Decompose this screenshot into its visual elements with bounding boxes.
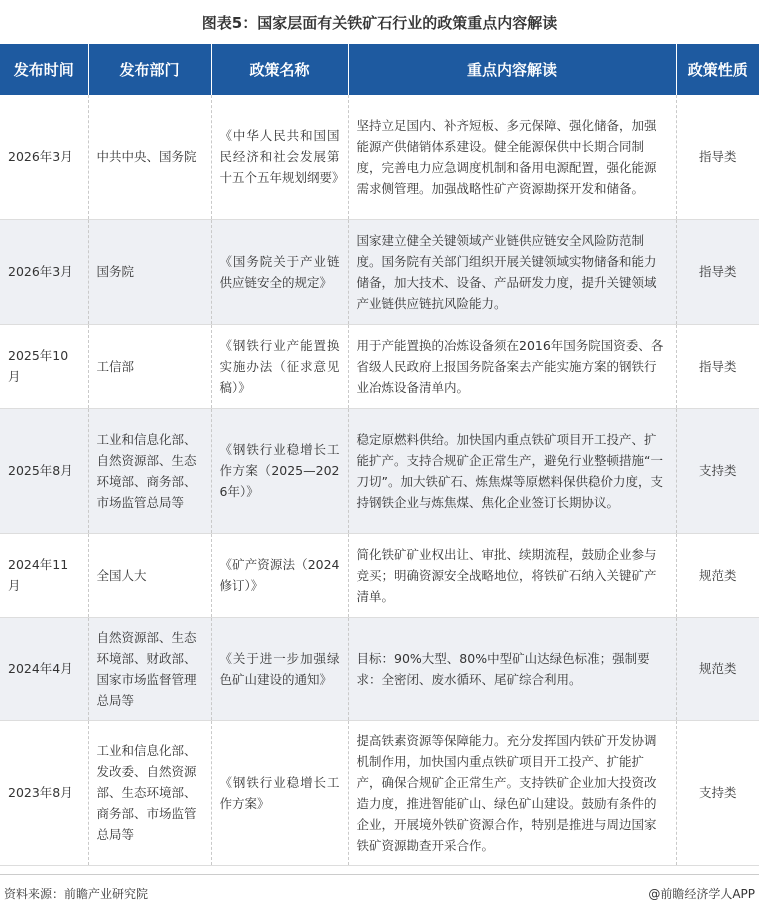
cell-policy-name: 《矿产资源法（2024修订）》 <box>211 533 348 617</box>
cell-policy-type: 规范类 <box>676 617 759 720</box>
cell-time: 2024年11月 <box>0 533 88 617</box>
cell-policy-name: 《钢铁行业产能置换实施办法（征求意见稿）》 <box>211 324 348 408</box>
cell-content: 国家建立健全关键领域产业链供应链安全风险防范制度。国务院有关部门组织开展关键领域实物储备和能力储备，加大技术、设备、产品研发力度，提升关键领域产业链供应链抗风险能力。 <box>348 219 676 324</box>
figure-title: 图表5：国家层面有关铁矿石行业的政策重点内容解读 <box>201 13 558 32</box>
cell-department: 自然资源部、生态环境部、财政部、国家市场监督管理总局等 <box>88 617 211 720</box>
cell-department: 工业和信息化部、自然资源部、生态环境部、商务部、市场监管总局等 <box>88 408 211 533</box>
table-row <box>0 95 759 219</box>
cell-time: 2025年8月 <box>0 408 88 533</box>
policy-table <box>0 44 759 866</box>
cell-policy-name: 《国务院关于产业链供应链安全的规定》 <box>211 219 348 324</box>
cell-time: 2026年3月 <box>0 219 88 324</box>
cell-policy-name: 《中华人民共和国国民经济和社会发展第十五个五年规划纲要》 <box>211 95 348 219</box>
footer <box>0 874 759 912</box>
cell-content: 用于产能置换的冶炼设备须在2016年国务院国资委、各省级人民政府上报国务院备案去产能实施方案的钢铁行业冶炼设备清单内。 <box>348 324 676 408</box>
table-row <box>0 617 759 720</box>
cell-time: 2024年4月 <box>0 617 88 720</box>
table-row <box>0 408 759 533</box>
cell-policy-name: 《钢铁行业稳增长工作方案》 <box>211 720 348 865</box>
brand-credit: @前瞻经济学人APP <box>648 887 755 901</box>
table-row <box>0 720 759 865</box>
cell-department: 工信部 <box>88 324 211 408</box>
cell-policy-type: 支持类 <box>676 720 759 865</box>
source-note: 资料来源：前瞻产业研究院 <box>4 887 149 901</box>
table-header-row <box>0 44 759 95</box>
cell-policy-type: 指导类 <box>676 95 759 219</box>
cell-content: 稳定原燃料供给。加快国内重点铁矿项目开工投产、扩能扩产。支持合规矿企正常生产，避免行业整顿措施“一刀切”。加大铁矿石、炼焦煤等原燃料保供稳价力度，支持钢铁企业与炼焦煤、焦化企业签订长期协议。 <box>348 408 676 533</box>
cell-policy-type: 规范类 <box>676 533 759 617</box>
header-policy-type: 政策性质 <box>676 44 759 95</box>
cell-department: 国务院 <box>88 219 211 324</box>
header-key-content: 重点内容解读 <box>348 44 676 95</box>
table-row <box>0 533 759 617</box>
table-row <box>0 219 759 324</box>
cell-time: 2023年8月 <box>0 720 88 865</box>
header-policy-name: 政策名称 <box>211 44 348 95</box>
cell-policy-name: 《关于进一步加强绿色矿山建设的通知》 <box>211 617 348 720</box>
cell-policy-type: 指导类 <box>676 219 759 324</box>
cell-policy-type: 支持类 <box>676 408 759 533</box>
cell-content: 提高铁素资源等保障能力。充分发挥国内铁矿开发协调机制作用，加快国内重点铁矿项目开工投产、扩能扩产，确保合规矿企正常生产。支持铁矿企业加大投资改造力度，推进智能矿山、绿色矿山建设。鼓励有条件的企业，开展境外铁矿资源合作，特别是推进与周边国家铁矿资源勘查开采合作。 <box>348 720 676 865</box>
header-department: 发布部门 <box>88 44 211 95</box>
cell-time: 2025年10月 <box>0 324 88 408</box>
cell-content: 坚持立足国内、补齐短板、多元保障、强化储备，加强能源产供储销体系建设。健全能源保供中长期合同制度，完善电力应急调度机制和备用电源配置，强化能源需求侧管理。加强战略性矿产资源勘探开发和储备。 <box>348 95 676 219</box>
table-row <box>0 324 759 408</box>
cell-policy-name: 《钢铁行业稳增长工作方案（2025—2026年）》 <box>211 408 348 533</box>
cell-time: 2026年3月 <box>0 95 88 219</box>
cell-content: 简化铁矿矿业权出让、审批、续期流程，鼓励企业参与竞买；明确资源安全战略地位，将铁矿石纳入关键矿产清单。 <box>348 533 676 617</box>
cell-policy-type: 指导类 <box>676 324 759 408</box>
cell-department: 中共中央、国务院 <box>88 95 211 219</box>
header-publish-time: 发布时间 <box>0 44 88 95</box>
cell-department: 全国人大 <box>88 533 211 617</box>
cell-content: 目标：90%大型、80%中型矿山达绿色标准；强制要求：全密闭、废水循环、尾矿综合利用。 <box>348 617 676 720</box>
cell-department: 工业和信息化部、发改委、自然资源部、生态环境部、商务部、市场监管总局等 <box>88 720 211 865</box>
